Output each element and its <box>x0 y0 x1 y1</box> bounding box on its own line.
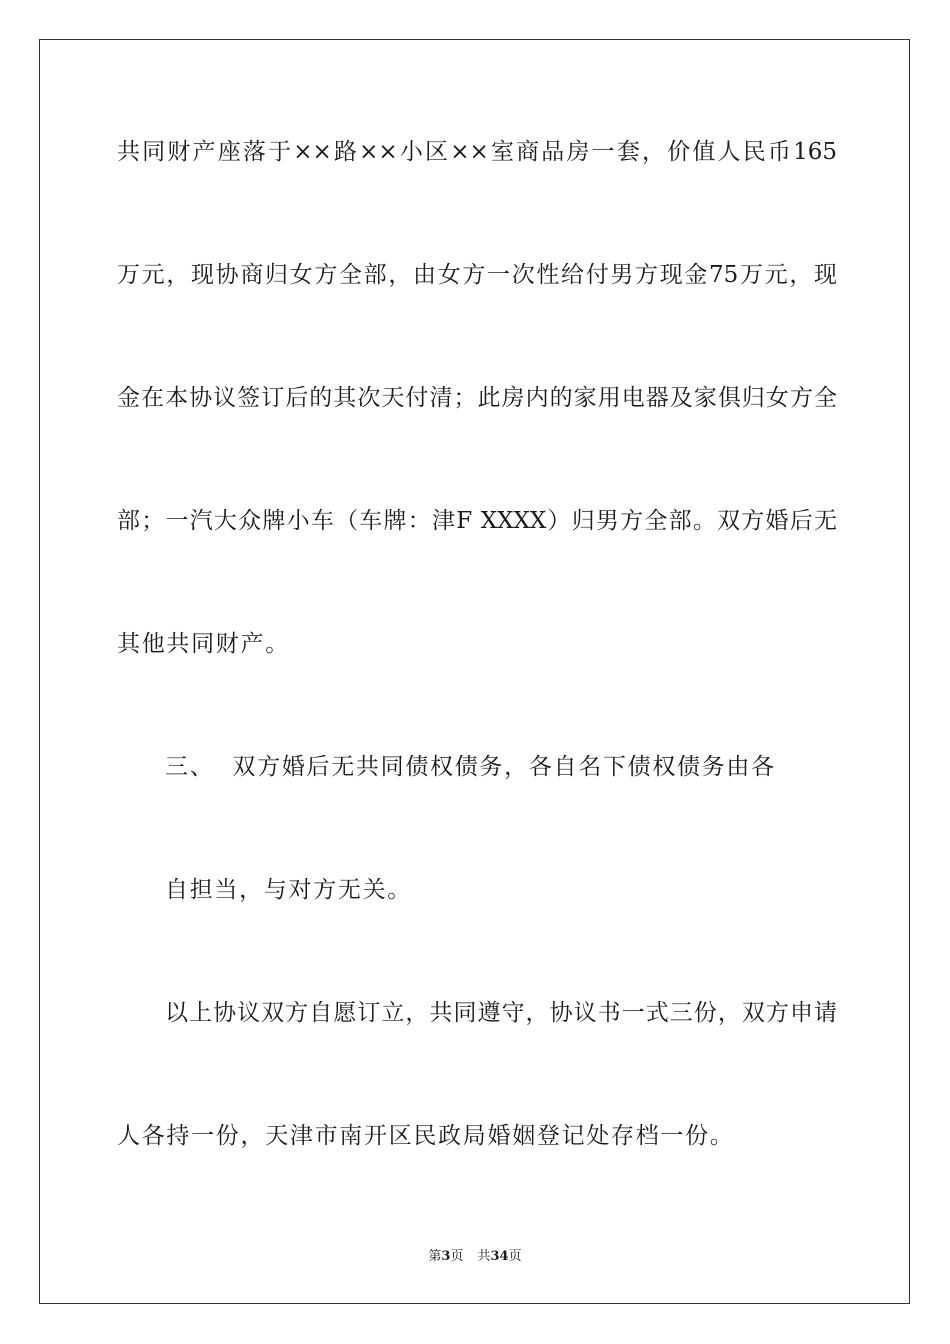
total-pages: 34 <box>490 1249 509 1264</box>
closing-paragraph-line-1: 以上协议双方自愿订立，共同遵守，协议书一式三份，双方申请 <box>165 1000 837 1026</box>
paragraph-line-1: 共同财产座落于××路××小区××室商品房一套，价值人民币165 <box>117 139 837 165</box>
paragraph-line-5: 其他共同财产。 <box>117 631 290 657</box>
closing-paragraph-line-2: 人各持一份，天津市南开区民政局婚姻登记处存档一份。 <box>117 1123 735 1149</box>
page-border <box>39 39 910 1304</box>
section-three-line-1: 三、 双方婚后无共同债权债务，各自名下债权债务由各 <box>165 754 776 780</box>
page-prefix: 第 <box>428 1249 442 1264</box>
paragraph-line-4: 部；一汽大众牌小车（车牌：津F XXXX）归男方全部。双方婚后无 <box>117 508 837 534</box>
paragraph-line-2: 万元，现协商归女方全部，由女方一次性给付男方现金75万元，现 <box>117 262 837 288</box>
page-number: 3 <box>441 1249 451 1264</box>
section-three-line-2: 自担当，与对方无关。 <box>165 877 412 903</box>
page-suffix: 页 <box>450 1249 464 1264</box>
total-prefix: 共 <box>477 1249 491 1264</box>
total-suffix: 页 <box>508 1249 522 1264</box>
page-footer <box>0 1248 950 1266</box>
paragraph-line-3: 金在本协议签订后的其次天付清；此房内的家用电器及家俱归女方全 <box>117 385 837 411</box>
